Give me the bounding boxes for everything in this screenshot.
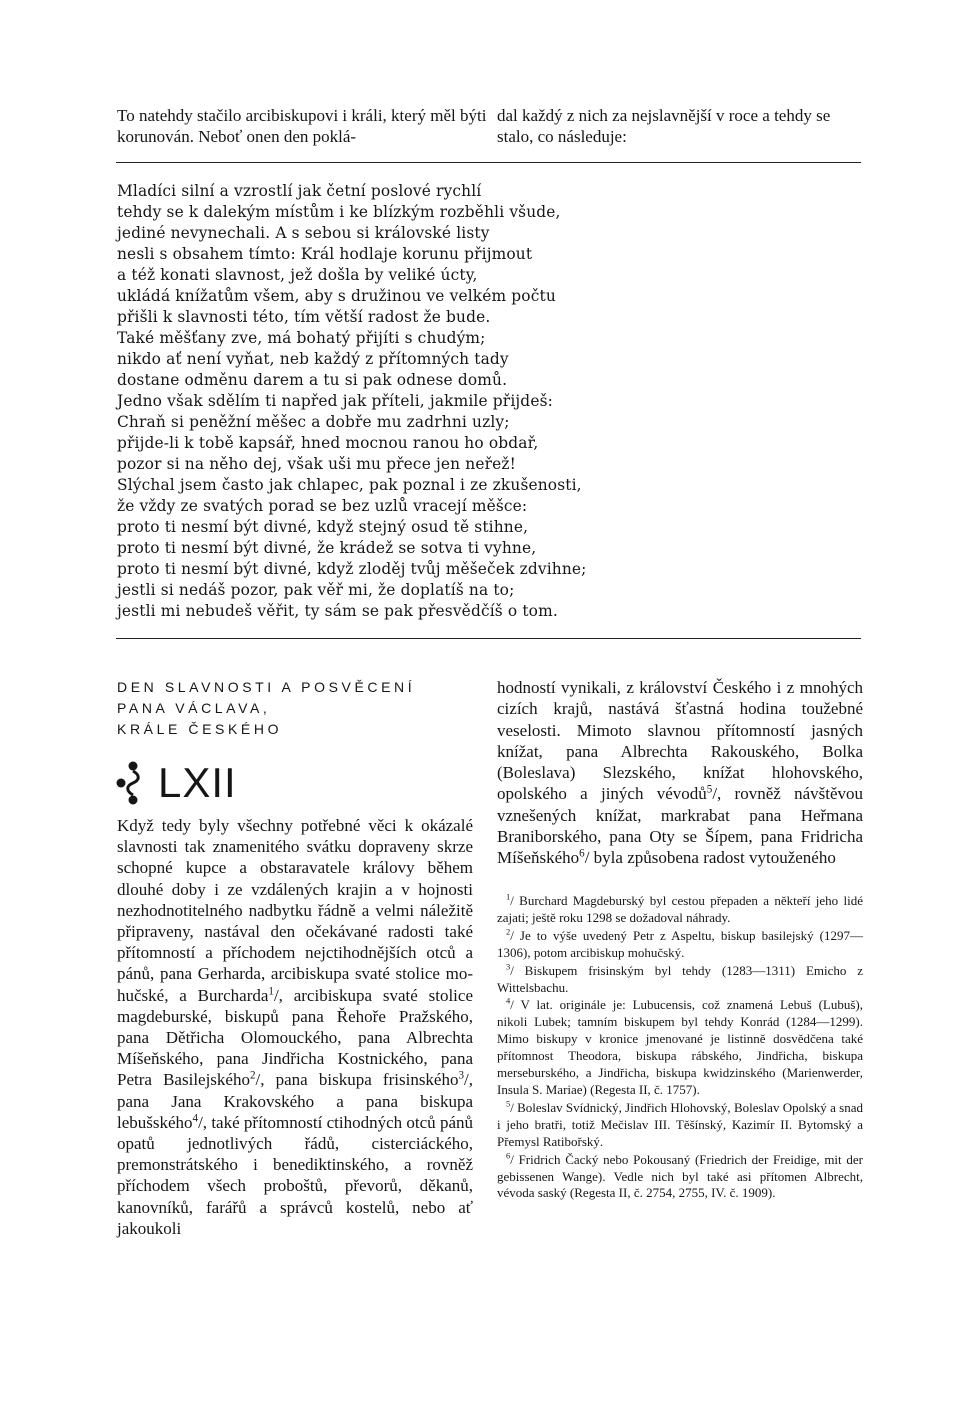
body-text-left: Když tedy byly všechny potřebné věci k okázalé slavnosti tak znamenitého svátku dopraveny skrze schopné kupce a obstaravatele královy během dlouhé doby i ze vzdálených krajin a v hojnosti nezhodnotitelného nadbytku řádně a velmi náležitě připraveny, nastával den očekávané radosti také přítomností a příchodem nejctihodnějších otců a pánů, pana Gerharda, arcibiskupa svaté stolice mohučské, a Burcharda$^1$/, arcibiskupa svaté stolice magdeburské, biskupů pana Řehoře Pražského, pana Dětřicha Olomouckého, pana Albrechta Míšeňského, pana Jindřicha Kostnického, pana Petra Basilejského$^2$/, pana biskupa frisinského$^3$/, pana Jana Krakovského a pana biskupa lebušského$^4$/, také přítomností ctihodných otců pánů opatů jednotlivých řádů, cisterciáckého, premonstrátského i benediktinského, a rovněž příchodem všech proboštů, převorů, děkanů, kanovníků, farářů a správců kostelů, nebo ať jakoukoli [117,816,473,1238]
poem-line: nikdo ať není vyňat, neb každý z přítomných tady [117,350,509,368]
chapter-marker [116,758,237,808]
poem-line: Slýchal jsem často jak chlapec, pak poznal i ze zkušenosti, [117,476,582,494]
chapter-number: LXII [158,759,237,806]
poem-line: Jedno však sdělím ti napřed jak příteli, jakmile přijdeš: [117,392,553,410]
poem-line: a též konati slavnost, jež došla by veliké úcty, [117,266,478,284]
poem-line: ukládá knížatům všem, aby s družinou ve velkém počtu [117,287,556,305]
poem-line: proto ti nesmí být divné, že krádež se sotva ti vyhne, [117,539,537,557]
poem-line: jestli mi nebudeš věřit, ty sám se pak přesvědčíš o tom. [117,602,558,620]
heading-line: DEN SLAVNOSTI A POSVĚCENÍ [117,679,416,695]
footnote-ref: 5 [706,783,713,796]
intro-text-right: dal každý z nich za nejslavnější v roce a tehdy se stalo, co následuje: [497,106,831,146]
heading-line: KRÁLE ČESKÉHO [117,721,283,737]
heading-line: PANA VÁCLAVA, [117,700,271,716]
poem-line: jestli si nedáš pozor, pak věř mi, že doplatíš na to; [117,581,515,599]
footnote-ref: 6 [579,847,585,860]
poem-line: pozor si na něho dej, však uši mu přece jen neřež! [117,455,516,473]
footnote: $^2$/ Je to výše uvedený Petr z Aspeltu, biskup basilejský (1297—1306), potom arcibiskup mohučský. [497,926,863,960]
poem-line: Také měšťany zve, má bohatý přijíti s chudým; [117,329,486,347]
poem-line: Mladíci silní a vzrostlí jak četní poslové rychlí [117,182,482,200]
divider-bottom [116,638,861,639]
poem-line: proto ti nesmí být divné, když zloděj tvůj měšeček zdvihne; [117,560,587,578]
footnote-ref: 2 [249,1069,256,1082]
body-text-right: hodností vynikali, z království Českého i z mnohých cizích krajů, nastává šťastná hodina toužebné veselosti. Mimoto slavnou přítomností jasných knížat, pana Albrechta Rakouského, Bolka (Boleslava) Slezského, knížat hlohovského, opolského a jiných vévodů$^5$/, rovněž návštěvou vznešených knížat, markrabat pana Heřmana Braniborského, pana Oty se Šípem, pana Fridricha Míšeňského$^6$/ byla způsobena radost vytouženého [497,678,864,868]
footnote-ref: 3 [458,1069,465,1082]
poem-line: nesli s obsahem tímto: Král hodlaje korunu přijmout [117,245,533,263]
footnote-ref: 4 [192,1112,199,1125]
fleuron-icon [116,760,146,806]
footnote: $^3$/ Biskupem frisinským byl tehdy (1283—1311) Emicho z Wittelsbachu. [497,961,863,995]
footnote: $^1$/ Burchard Magdeburský byl cestou přepaden a někteří jeho lidé zajati; ještě roku 1298 se dožadoval náhrady. [497,891,863,925]
chapter-heading [117,677,477,740]
poem-line: že vždy ze svatých porad se bez uzlů vracejí měšce: [117,497,528,515]
poem-line: přišli k slavnosti této, tím větší radost že bude. [117,308,491,326]
footnote: $^4$/ V lat. originále je: Lubucensis, což znamená Lebuš (Lubuš), nikoli Lubek; tamním biskupem byl tehdy Konrád (1284—1299). Mimo biskupy v kronice jmenované je listinně dosvědčena také přítomnost Theodora, biskupa rábského, Jindřicha, biskupa merseburského, a Jindřicha, biskupa kwidzinského (Marienwerder, Insula S. Mariae) (Regesta II, č. 1757). [497,996,863,1097]
footnote: $^6$/ Fridrich Čacký nebo Pokousaný (Friedrich der Freidige, mit der gebissenen Wange). Vedle nich byl také asi přítomen Albrecht, vévoda saský (Regesta II, č. 2754, 2755, IV. č. 1909). [497,1150,863,1201]
poem-line: jediné nevynechali. A s sebou si královské listy [117,224,490,242]
footnote: $^5$/ Boleslav Svídnický, Jindřich Hlohovský, Boleslav Opolský a snad i jeho bratři, totiž Mečislav III. Těšínský, Kazimír II. Bytomský a Přemysl Ratibořský. [497,1098,863,1149]
poem-line: přijde-li k tobě kapsář, hned mocnou ranou ho obdař, [117,434,539,452]
footnote-ref: 1 [268,984,274,997]
divider-top [116,162,861,163]
poem-line: Chraň si peněžní měšec a dobře mu zadrhni uzly; [117,413,510,431]
poem-line: proto ti nesmí být divné, když stejný osud tě stihne, [117,518,529,536]
footnotes [497,893,863,1203]
poem-line: tehdy se k dalekým místům i ke blízkým rozběhli všude, [117,203,561,221]
poem [117,181,677,622]
intro-text-left: To natehdy stačilo arcibiskupovi i králi, který měl býti korunován. Neboť onen den poklá- [117,106,487,146]
poem-line: dostane odměnu darem a tu si pak odnese domů. [117,371,508,389]
